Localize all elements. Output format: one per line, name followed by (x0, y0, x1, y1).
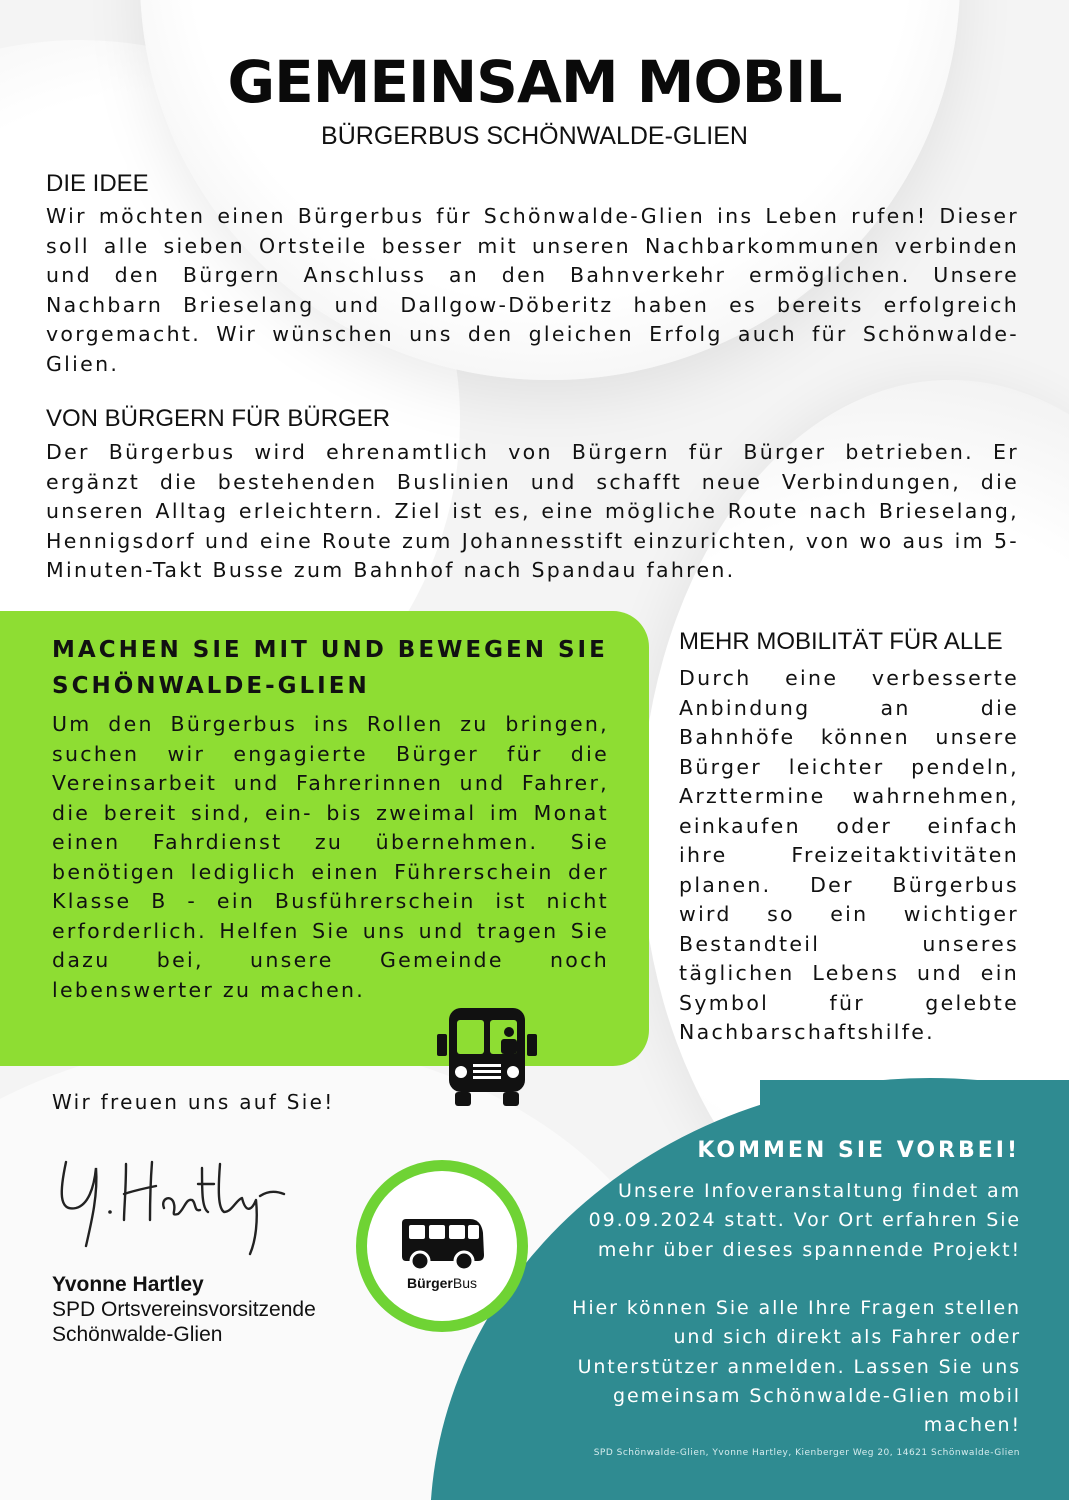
section-heading-vorbei: KOMMEN SIE VORBEI! (697, 1138, 1020, 1163)
section-heading-buerger: VON BÜRGERN FÜR BÜRGER (46, 405, 391, 432)
buergerbus-logo (356, 1160, 528, 1332)
signer-name: Yvonne Hartley (52, 1273, 204, 1296)
section-heading-mitmachen: MACHEN SIE MIT UND BEWEGEN SIE SCHÖNWALDE-GLIEN (52, 637, 608, 699)
logo-text-bold: Bürger (406, 1275, 453, 1291)
signer-role: SPD Ortsvereinsvorsitzende (52, 1298, 316, 1321)
footer-text: SPD Schönwalde-Glien, Yvonne Hartley, Kienberger Weg 20, 14621 Schönwalde-Glien (593, 1448, 1020, 1458)
section-text-mobilitaet: Durch eine verbesserte Anbindung an die Bahnhöfe können unsere Bürger leichter pendeln, Arzttermine wahrnehmen, einkaufen oder einfach ihre Freizeitaktivitäten planen. Der Bürgerbus wird so ein wichtiger Bestandteil unseres täglichen Lebens und ein Symbol für gelebte Nachbarschaftshilfe. (679, 666, 1019, 1044)
page-title: GEMEINSAM MOBIL (227, 48, 842, 116)
logo-text-light: Bus (452, 1275, 478, 1291)
section-text-buerger: Der Bürgerbus wird ehrenamtlich von Bürgern für Bürger betrieben. Er ergänzt die bestehenden Buslinien und schafft neue Verbindungen, die unseren Alltag erleichtern. Ziel ist es, eine mögliche Route nach Brieselang, Hennigsdorf und eine Route zum Johannesstift einzurichten, von wo aus im 5-Minuten-Takt Busse zum Bahnhof nach Spandau fahren. (46, 440, 1019, 582)
logo-text (367, 1275, 517, 1291)
bus-logo-icon (400, 1215, 486, 1275)
page-subtitle: BÜRGERBUS SCHÖNWALDE-GLIEN (321, 122, 748, 150)
section-text-mitmachen: Um den Bürgerbus ins Rollen zu bringen, suchen wir engagierte Bürger für die Vereinsarbeit und Fahrerinnen und Fahrer, die bereit sind, ein- bis zweimal im Monat einen Fahrdienst zu übernehmen. Sie benötigen lediglich einen Führerschein der Klasse B - ein Busführerschein ist nicht erforderlich. Helfen Sie uns und tragen Sie dazu bei, unsere Gemeinde noch lebenswerter zu machen. (52, 712, 609, 1002)
section-heading-mobilitaet: MEHR MOBILITÄT FÜR ALLE (679, 628, 1003, 655)
signer-place: Schönwalde-Glien (52, 1323, 223, 1346)
section-text-vorbei-1: Unsere Infoveranstaltung findet am 09.09.2024 statt. Vor Ort erfahren Sie mehr über dieses spannende Projekt! (588, 1180, 1021, 1261)
closing-text: Wir freuen uns auf Sie! (52, 1090, 335, 1114)
school-bus-icon (437, 1006, 537, 1108)
section-heading-idee: DIE IDEE (46, 170, 149, 197)
signature (52, 1150, 302, 1260)
section-text-vorbei-2: Hier können Sie alle Ihre Fragen stellen und sich direkt als Fahrer oder Unterstützer anmelden. Lassen Sie uns gemeinsam Schönwalde-Glien mobil machen! (572, 1297, 1021, 1437)
section-text-idee: Wir möchten einen Bürgerbus für Schönwalde-Glien ins Leben rufen! Dieser soll alle sieben Ortsteile besser mit unseren Nachbarkommunen verbinden und den Bürgern Anschluss an den Bahnverkehr ermöglichen. Unsere Nachbarn Brieselang und Dallgow-Döberitz haben es bereits erfolgreich vorgemacht. Wir wünschen uns den gleichen Erfolg auch für Schönwalde-Glien. (46, 204, 1019, 376)
